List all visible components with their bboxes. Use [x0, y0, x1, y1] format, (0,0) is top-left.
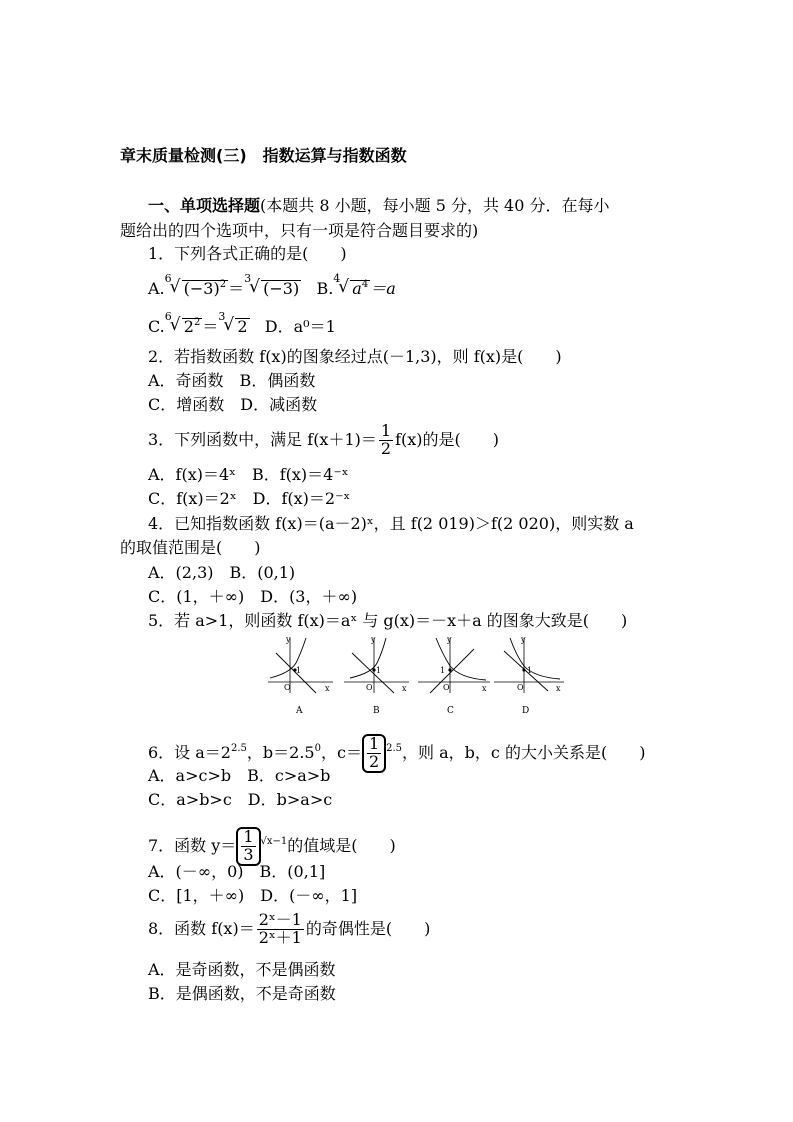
graph-b	[344, 635, 409, 715]
q5-graph-options	[268, 633, 568, 715]
q7-bracket: $\frac{1}{3}$	[236, 827, 260, 866]
svg-text:1: 1	[440, 666, 446, 675]
svg-text:x: x	[402, 684, 407, 693]
q8-option-a: A．是奇函数，不是偶函数	[148, 960, 336, 979]
q7-options-cd: C．[1，＋∞) D．(－∞，1]	[148, 886, 358, 905]
svg-text:O: O	[366, 683, 373, 692]
q6-options-ab: A．a>c>b B．c>a>b	[148, 766, 331, 785]
q3-fraction: $\frac{1}{2}$	[380, 421, 392, 458]
page-title: 章末质量检测(三) 指数运算与指数函数	[120, 146, 407, 165]
q6-options-cd: C．a>b>c D．b>a>c	[148, 790, 333, 809]
graph-d	[494, 635, 564, 715]
q2-options-ab: A．奇函数 B．偶函数	[148, 371, 316, 390]
q6-bracket: $\frac{1}{2}$	[362, 734, 386, 773]
svg-text:A: A	[296, 706, 303, 715]
q4-stem-line1: 4．已知指数函数 f(x)＝(a－2)ˣ，且 f(2 019)＞f(2 020)，则实数 a	[148, 514, 634, 533]
q8-option-b: B．是偶函数，不是奇函数	[148, 984, 336, 1003]
svg-text:x: x	[482, 684, 487, 693]
q7-options-ab: A．(－∞，0) B．(0,1]	[148, 862, 326, 881]
q4-options-ab: A．(2,3) B．(0,1)	[148, 563, 296, 582]
q8-stem: 8．函数 f(x)＝ $\frac{\text{2ˣ－1}}{\text{2ˣ＋1}}$ 的奇偶性是( )	[148, 910, 431, 947]
q3-options-ab: A．f(x)＝4ˣ B．f(x)＝4⁻ˣ	[148, 465, 349, 484]
svg-text:x: x	[556, 684, 561, 693]
svg-text:1: 1	[527, 666, 533, 675]
q7-stem: 7．函数 y＝ $\frac{1}{3}$ $^{√x-1}$的值域是( )	[148, 827, 396, 864]
q2-options-cd: C．增函数 D．减函数	[148, 395, 318, 414]
svg-text:B: B	[373, 706, 380, 715]
q6-stem: 6．设 $a=2^{2.5}$，$b=2.5^0$，c＝ $\frac{1}{2}$ $^{2.5}$，则 a，b，c 的大小关系是( )	[148, 734, 646, 771]
graph-c	[418, 635, 490, 715]
svg-text:y: y	[521, 635, 526, 644]
q3-options-cd: C．f(x)＝2ˣ D．f(x)＝2⁻ˣ	[148, 489, 351, 508]
q2-stem: 2．若指数函数 f(x)的图象经过点(－1,3)，则 f(x)是( )	[148, 347, 562, 366]
graph-a	[268, 635, 333, 715]
svg-text:x: x	[325, 684, 330, 693]
svg-text:O: O	[517, 683, 524, 692]
svg-text:y: y	[286, 635, 291, 644]
q1-stem: 1．下列各式正确的是( )	[148, 244, 347, 263]
section-desc-2: 题给出的四个选项中，只有一项是符合题目要求的)	[120, 221, 479, 240]
q3-stem: 3．下列函数中，满足 f(x＋1)＝ $\frac{1}{2}$ f(x)的是( )	[148, 421, 499, 458]
svg-text:D: D	[522, 706, 530, 715]
q1-options-cd: C.$^6$√ $2^2 =^3√$ 2 D．a⁰＝1	[148, 318, 336, 335]
svg-text:C: C	[447, 706, 454, 715]
svg-text:O: O	[443, 683, 450, 692]
q8-fraction: $\frac{\text{2ˣ－1}}{\text{2ˣ＋1}}$	[258, 910, 302, 947]
svg-text:1: 1	[296, 666, 302, 675]
svg-text:y: y	[371, 635, 376, 644]
svg-text:y: y	[447, 635, 452, 644]
section-heading: 一、单项选择题	[148, 196, 261, 215]
q1-options-ab: A.$^6$√ $(-3)^2 =^3√$ (−3) B.$^4$√ $a^4 =a$	[148, 280, 396, 297]
q4-options-cd: C．(1，＋∞) D．(3，＋∞)	[148, 587, 358, 606]
svg-text:1: 1	[376, 666, 382, 675]
svg-text:O: O	[284, 683, 291, 692]
section-header	[148, 198, 610, 214]
q5-stem: 5．若 a>1，则函数 f(x)＝aˣ 与 g(x)＝－x＋a 的图象大致是( )	[148, 611, 628, 630]
section-desc-1: (本题共 8 小题，每小题 5 分，共 40 分．在每小	[260, 196, 610, 215]
q4-stem-line2: 的取值范围是( )	[120, 538, 261, 557]
